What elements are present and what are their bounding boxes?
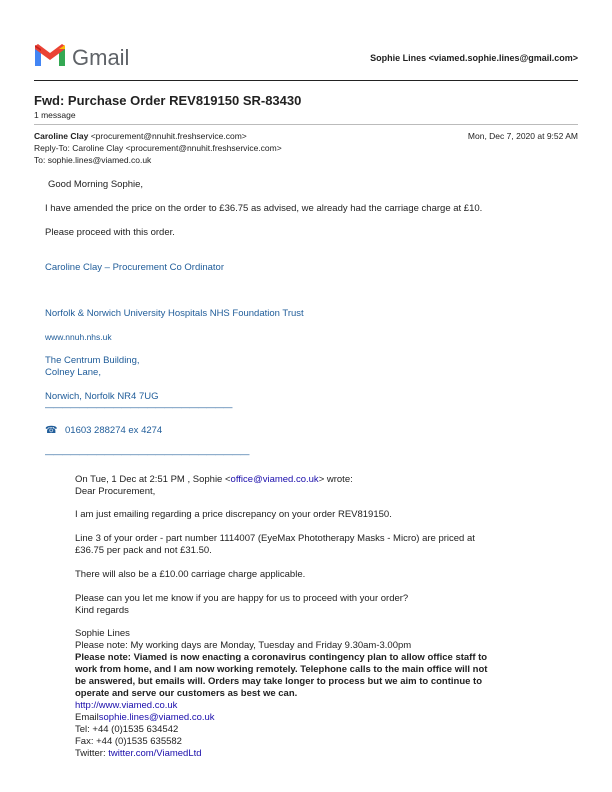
body-paragraph-2: Please proceed with this order.: [45, 227, 175, 238]
sender-name: Caroline Clay: [34, 131, 89, 141]
signature-phone-line: [45, 425, 162, 436]
body-paragraph-1: I have amended the price on the order to £36.75 as advised, we already had the carriage charge at £10.: [45, 203, 483, 214]
quote-contingency-line-2: work from home, and I am now working remotely. Telephone calls to the main office will not: [75, 664, 488, 675]
quote-tel: Tel: +44 (0)1535 634542: [75, 724, 179, 735]
signature-divider-1: ——————————————————————: [45, 402, 232, 412]
telephone-icon: ☎: [45, 425, 58, 436]
quote-twitter-link[interactable]: twitter.com/ViamedLtd: [108, 748, 202, 759]
quote-intro-suffix: > wrote:: [318, 474, 353, 485]
subject-divider: [34, 124, 578, 125]
account-label: Sophie Lines <viamed.sophie.lines@gmail.com>: [370, 53, 578, 63]
to-line: To: sophie.lines@viamed.co.uk: [34, 155, 152, 165]
quote-website-link[interactable]: http://www.viamed.co.uk: [75, 700, 178, 711]
quote-salutation: Dear Procurement,: [75, 486, 156, 497]
header-divider: [34, 80, 578, 81]
signature-phone: 01603 288274 ex 4274: [65, 425, 163, 436]
signature-address-2: Colney Lane,: [45, 367, 101, 378]
gmail-logo-icon[interactable]: [34, 43, 66, 72]
signature-address-3: Norwich, Norfolk NR4 7UG: [45, 391, 159, 402]
quote-website-line: [75, 700, 177, 711]
quote-paragraph-4: Please can you let me know if you are happy for us to proceed with your order?: [75, 593, 409, 604]
quote-contingency-line-4: operate and serve our customers as best we can.: [75, 688, 298, 699]
quote-paragraph-2-line-2: £36.75 per pack and not £31.50.: [75, 545, 212, 556]
greeting: Good Morning Sophie,: [48, 179, 144, 190]
signature-divider-2: ————————————————————————: [45, 449, 249, 459]
quote-paragraph-1: I am just emailing regarding a price discrepancy on your order REV819150.: [75, 509, 392, 520]
signature-address-1: The Centrum Building,: [45, 355, 140, 366]
signature-org: Norfolk & Norwich University Hospitals NHS Foundation Trust: [45, 308, 304, 319]
quote-contingency-line-1: Please note: Viamed is now enacting a coronavirus contingency plan to allow office staff to: [75, 652, 488, 663]
sender-line: [34, 131, 247, 141]
message-count: 1 message: [34, 110, 76, 120]
reply-to-line: Reply-To: Caroline Clay <procurement@nnuhit.freshservice.com>: [34, 143, 282, 153]
quote-twitter-label: Twitter:: [75, 748, 109, 759]
quote-working-days-note: Please note: My working days are Monday, Tuesday and Friday 9.30am-3.00pm: [75, 640, 412, 651]
quote-fax: Fax: +44 (0)1535 635582: [75, 736, 182, 747]
quote-intro-email-link[interactable]: office@viamed.co.uk: [230, 474, 319, 485]
quote-signature-name: Sophie Lines: [75, 628, 130, 639]
quote-email-line: [75, 712, 215, 723]
quote-email-link[interactable]: sophie.lines@viamed.co.uk: [98, 712, 215, 723]
quote-email-label: Email: [75, 712, 99, 723]
thread-subject: Fwd: Purchase Order REV819150 SR-83430: [34, 93, 302, 108]
quote-closing: Kind regards: [75, 605, 129, 616]
signature-name-title: Caroline Clay – Procurement Co Ordinator: [45, 262, 224, 273]
quote-paragraph-3: There will also be a £10.00 carriage charge applicable.: [75, 569, 306, 580]
sender-email: <procurement@nnuhit.freshservice.com>: [90, 131, 247, 141]
quote-contingency-line-3: be answered, but emails will. Orders may take longer to process but we aim to continue to: [75, 676, 483, 687]
quote-intro: [75, 474, 353, 485]
signature-website-link[interactable]: www.nnuh.nhs.uk: [45, 332, 112, 342]
message-date: Mon, Dec 7, 2020 at 9:52 AM: [467, 131, 578, 141]
quote-twitter-line: [75, 748, 202, 759]
quote-paragraph-2-line-1: Line 3 of your order - part number 1114007 (EyeMax Phototherapy Masks - Micro) are priced at: [75, 533, 475, 544]
quote-intro-prefix: On Tue, 1 Dec at 2:51 PM , Sophie <: [75, 474, 231, 485]
gmail-logo-text: Gmail: [72, 45, 130, 70]
